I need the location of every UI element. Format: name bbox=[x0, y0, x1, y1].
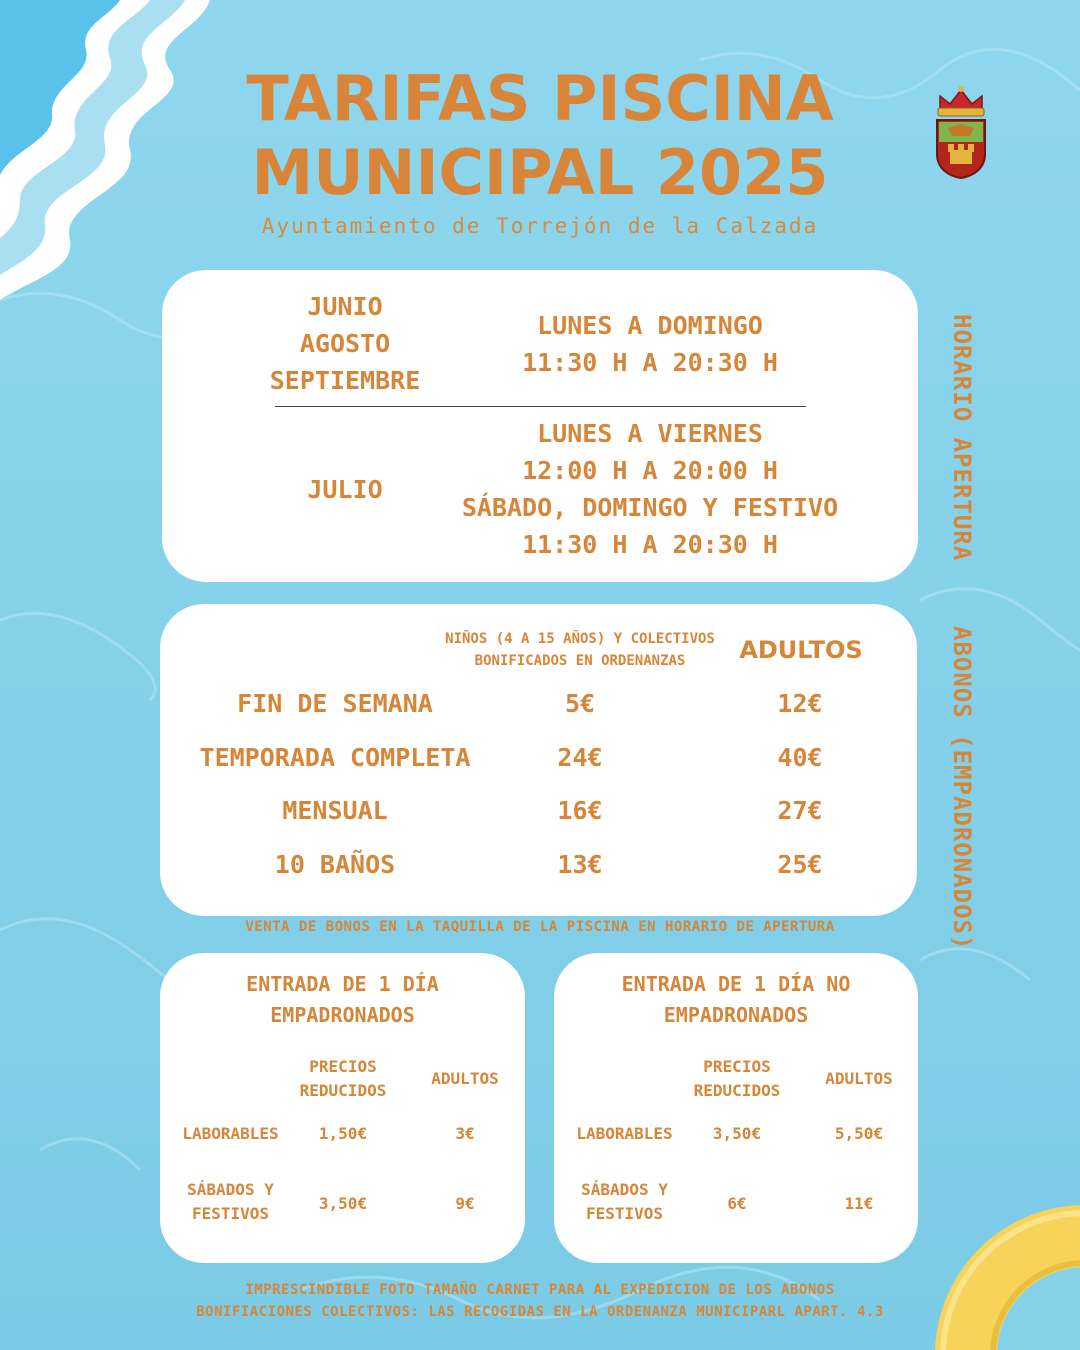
col-header-line: PRECIOS bbox=[703, 1057, 771, 1076]
card-title-line: EMPADRONADOS bbox=[663, 1003, 809, 1027]
abonos-row-label: MENSUAL bbox=[282, 796, 388, 825]
col-header-line: NIÑOS (4 A 15 AÑOS) Y COLECTIVOS bbox=[445, 631, 715, 647]
row-label: LABORABLES bbox=[182, 1124, 279, 1143]
side-label-horario: HORARIO APERTURA bbox=[948, 314, 976, 562]
schedule-line: 12:00 H A 20:00 H bbox=[522, 456, 778, 485]
row-label bbox=[168, 1178, 293, 1226]
row-reduced-price: 3,50€ bbox=[712, 1124, 762, 1143]
abonos-row-label: 10 BAÑOS bbox=[274, 850, 396, 879]
abonos-row-children: 24€ bbox=[557, 743, 603, 772]
footer-note-photo: IMPRESCINDIBLE FOTO TAMAÑO CARNET PARA AL EXPEDICION DE LOS ABONOS bbox=[245, 1282, 835, 1298]
row-label-line: SÁBADOS Y bbox=[187, 1180, 274, 1199]
col-header-reduced bbox=[283, 1055, 403, 1103]
schedule-hours-july bbox=[440, 415, 860, 563]
col-header-line: REDUCIDOS bbox=[299, 1081, 387, 1100]
entrada-no-empadronados-title bbox=[554, 969, 918, 1031]
abonos-col-adults: ADULTOS bbox=[739, 636, 863, 664]
row-adult-price: 11€ bbox=[844, 1194, 874, 1213]
row-label-line: FESTIVOS bbox=[191, 1204, 270, 1223]
schedule-line: SÁBADO, DOMINGO Y FESTIVO bbox=[461, 493, 839, 522]
abonos-row-children: 13€ bbox=[557, 850, 603, 879]
col-header-line: BONIFICADOS EN ORDENANZAS bbox=[474, 653, 686, 669]
schedule-divider bbox=[275, 406, 806, 407]
side-label-abonos: ABONOS (EMPADRONADOS) bbox=[948, 626, 976, 951]
municipal-coat-of-arms-icon bbox=[930, 84, 992, 180]
abonos-row-adults: 40€ bbox=[777, 743, 823, 772]
abonos-row-label: TEMPORADA COMPLETA bbox=[199, 743, 471, 772]
col-header-adults: ADULTOS bbox=[431, 1069, 499, 1088]
month-label: SEPTIEMBRE bbox=[269, 366, 421, 395]
page-subtitle: Ayuntamiento de Torrejón de la Calzada bbox=[261, 214, 819, 238]
month-label: AGOSTO bbox=[299, 329, 391, 358]
row-label-line: FESTIVOS bbox=[585, 1204, 664, 1223]
schedule-line: 11:30 H A 20:30 H bbox=[522, 348, 778, 377]
abonos-sales-note: VENTA DE BONOS EN LA TAQUILLA DE LA PISCINA EN HORARIO DE APERTURA bbox=[245, 919, 835, 935]
abonos-col-children bbox=[405, 628, 755, 672]
abonos-row-adults: 12€ bbox=[777, 689, 823, 718]
row-reduced-price: 6€ bbox=[727, 1194, 747, 1213]
col-header-reduced bbox=[677, 1055, 797, 1103]
row-adult-price: 9€ bbox=[455, 1194, 475, 1213]
abonos-row-children: 5€ bbox=[564, 689, 596, 718]
abonos-row-adults: 25€ bbox=[777, 850, 823, 879]
col-header-line: PRECIOS bbox=[309, 1057, 377, 1076]
row-reduced-price: 1,50€ bbox=[318, 1124, 368, 1143]
row-reduced-price: 3,50€ bbox=[318, 1194, 368, 1213]
schedule-line: LUNES A VIERNES bbox=[537, 419, 763, 448]
row-label: LABORABLES bbox=[576, 1124, 673, 1143]
schedule-months-summer bbox=[245, 288, 445, 399]
card-title-line: ENTRADA DE 1 DÍA bbox=[246, 972, 439, 996]
entrada-empadronados-title bbox=[160, 969, 525, 1031]
title-line-1: TARIFAS PISCINA bbox=[246, 62, 834, 135]
row-adult-price: 3€ bbox=[455, 1124, 475, 1143]
page-title bbox=[0, 62, 1080, 210]
footer-note-bonificaciones: BONIFIACIONES COLECTIVOS: LAS RECOGIDAS EN LA ORDENANZA MUNICIPARL APART. 4.3 bbox=[196, 1304, 884, 1320]
row-label bbox=[562, 1178, 687, 1226]
schedule-hours-summer bbox=[450, 307, 850, 381]
schedule-line: 11:30 H A 20:30 H bbox=[522, 530, 778, 559]
col-header-adults: ADULTOS bbox=[825, 1069, 893, 1088]
abonos-row-adults: 27€ bbox=[777, 796, 823, 825]
schedule-line: LUNES A DOMINGO bbox=[537, 311, 763, 340]
row-adult-price: 5,50€ bbox=[834, 1124, 884, 1143]
schedule-month-july: JULIO bbox=[307, 475, 383, 504]
card-title-line: EMPADRONADOS bbox=[270, 1003, 415, 1027]
col-header-line: REDUCIDOS bbox=[693, 1081, 781, 1100]
card-title-line: ENTRADA DE 1 DÍA NO bbox=[621, 972, 851, 996]
row-label-line: SÁBADOS Y bbox=[581, 1180, 668, 1199]
abonos-row-children: 16€ bbox=[557, 796, 603, 825]
month-label: JUNIO bbox=[307, 292, 383, 321]
abonos-row-label: FIN DE SEMANA bbox=[237, 689, 433, 718]
title-line-2: MUNICIPAL 2025 bbox=[251, 136, 829, 209]
